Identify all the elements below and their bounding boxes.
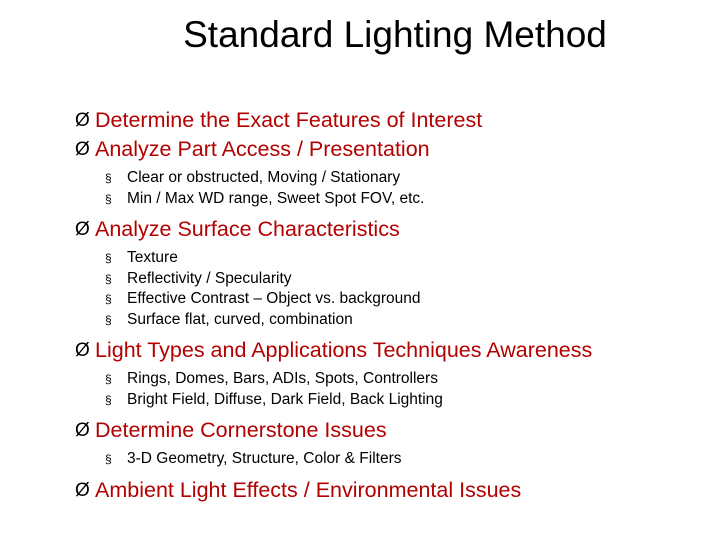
sub-bullet-item (75, 269, 715, 290)
sub-bullet-text: 3-D Geometry, Structure, Color & Filters (127, 450, 402, 467)
bullet-text: Determine the Exact Features of Interest (95, 108, 483, 132)
sub-bullet-text: Surface flat, curved, combination (127, 310, 353, 328)
bullet-text: Determine Cornerstone Issues (95, 418, 387, 442)
arrow-bullet-icon: Ø (75, 340, 90, 361)
arrow-bullet-icon: Ø (75, 479, 90, 501)
sub-bullet-text: Effective Contrast – Object vs. background (127, 290, 421, 307)
bullet-text: Ambient Light Effects / Environmental Issues (95, 477, 522, 502)
bullet-item (75, 215, 715, 244)
arrow-bullet-icon: Ø (75, 219, 90, 240)
section-bullet-icon: § (105, 251, 112, 265)
sub-bullet-item (75, 449, 715, 470)
section-bullet-icon: § (105, 452, 112, 466)
sub-bullet-item (75, 189, 715, 210)
sub-bullet-text: Reflectivity / Specularity (127, 269, 292, 287)
sub-bullet-text: Min / Max WD range, Sweet Spot FOV, etc. (127, 189, 425, 207)
section-bullet-icon: § (105, 271, 112, 286)
arrow-bullet-icon: Ø (75, 139, 90, 160)
sub-bullet-item (75, 310, 715, 331)
sub-bullet-text: Texture (127, 249, 178, 266)
sub-bullet-text: Bright Field, Diffuse, Dark Field, Back Lighting (127, 390, 443, 408)
bullet-item (75, 476, 715, 505)
section-bullet-icon: § (105, 392, 112, 407)
sub-bullet-item (75, 168, 715, 189)
sub-bullet-text: Rings, Domes, Bars, ADIs, Spots, Controllers (127, 370, 438, 387)
arrow-bullet-icon: Ø (75, 420, 90, 441)
bullet-list (75, 106, 715, 505)
sub-bullet-item (75, 369, 715, 390)
bullet-text: Light Types and Applications Techniques Awareness (95, 338, 593, 362)
sub-bullet-item (75, 289, 715, 310)
section-bullet-icon: § (105, 312, 112, 327)
sub-bullet-item (75, 390, 715, 411)
sub-bullet-item (75, 248, 715, 269)
section-bullet-icon: § (105, 191, 112, 206)
slide-title: Standard Lighting Method (183, 14, 607, 55)
bullet-item (75, 336, 715, 365)
section-bullet-icon: § (105, 292, 112, 306)
bullet-item (75, 135, 715, 164)
arrow-bullet-icon: Ø (75, 110, 90, 131)
bullet-item (75, 106, 715, 135)
section-bullet-icon: § (105, 171, 112, 185)
bullet-text: Analyze Part Access / Presentation (95, 137, 430, 161)
section-bullet-icon: § (105, 372, 112, 386)
sub-bullet-text: Clear or obstructed, Moving / Stationary (127, 169, 401, 186)
bullet-text: Analyze Surface Characteristics (95, 217, 400, 241)
bullet-item (75, 416, 715, 445)
